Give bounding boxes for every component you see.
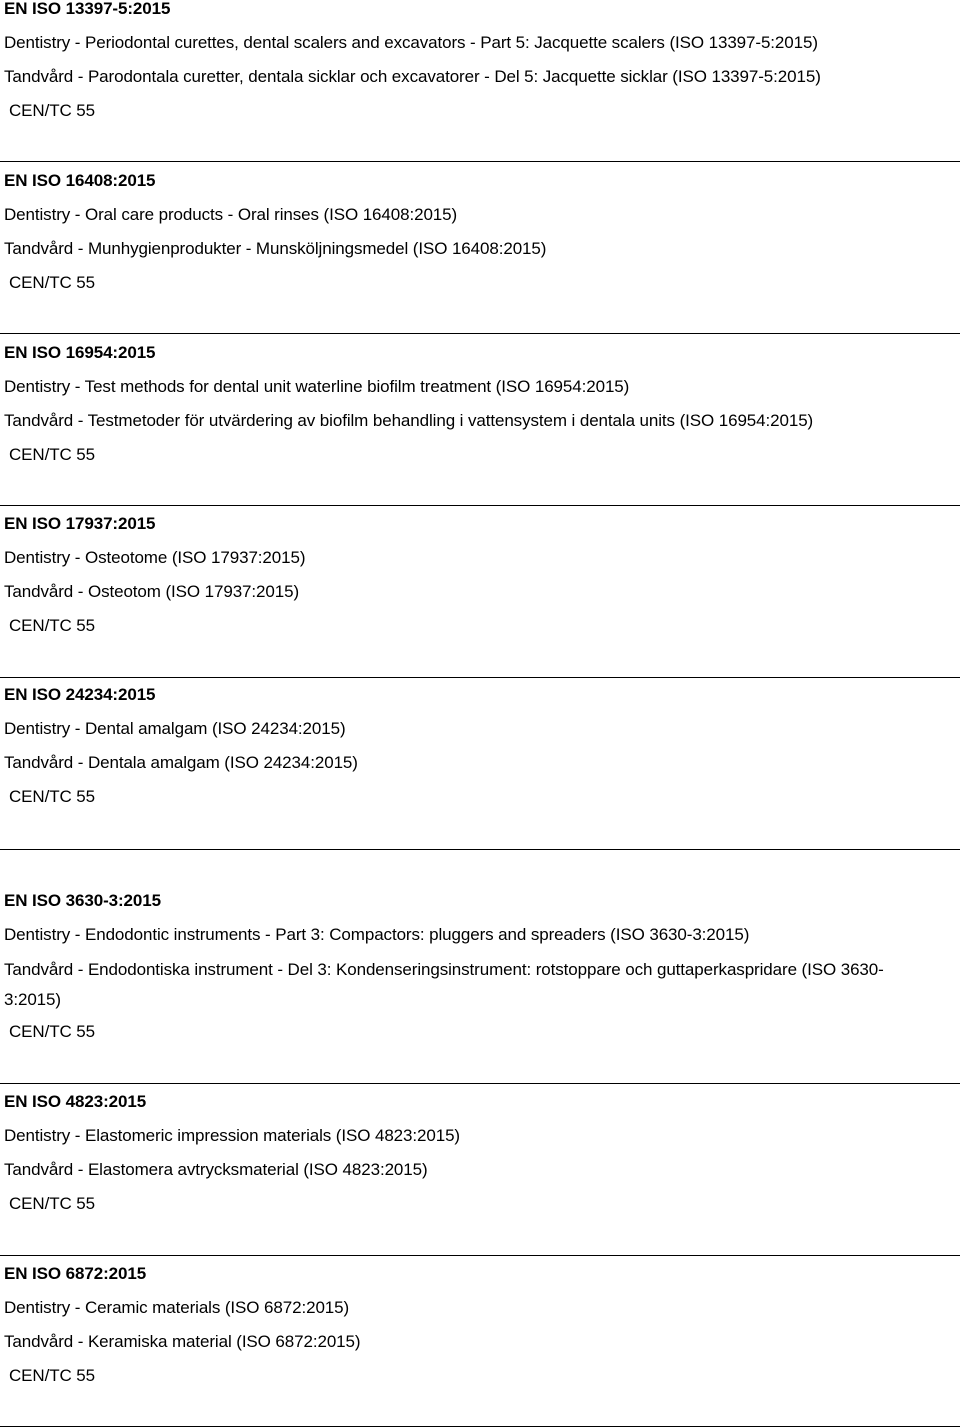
- standard-code: EN ISO 16954:2015: [4, 343, 156, 362]
- committee: CEN/TC 55: [9, 445, 96, 464]
- divider: [0, 161, 960, 162]
- divider: [0, 505, 960, 506]
- divider: [0, 1426, 960, 1427]
- standard-entry: [0, 336, 960, 472]
- english-title: Dentistry - Dental amalgam (ISO 24234:2015): [4, 719, 346, 738]
- swedish-title: Tandvård - Elastomera avtrycksmaterial (ISO 4823:2015): [4, 1160, 428, 1179]
- english-title: Dentistry - Ceramic materials (ISO 6872:2015): [4, 1298, 350, 1317]
- committee: CEN/TC 55: [9, 616, 96, 635]
- standard-entry: [0, 507, 960, 643]
- english-title: Dentistry - Elastomeric impression materials (ISO 4823:2015): [4, 1126, 460, 1145]
- swedish-title: Tandvård - Testmetoder för utvärdering av biofilm behandling i vattensystem i dentala units (ISO 16954:2015): [4, 411, 814, 430]
- english-title: Dentistry - Endodontic instruments - Part 3: Compactors: pluggers and spreaders (ISO 3630-3:2015): [4, 925, 750, 944]
- divider: [0, 1083, 960, 1084]
- committee: CEN/TC 55: [9, 273, 96, 292]
- divider: [0, 849, 960, 850]
- standard-code: EN ISO 4823:2015: [4, 1092, 147, 1111]
- swedish-title: Tandvård - Munhygienprodukter - Munsköljningsmedel (ISO 16408:2015): [4, 239, 547, 258]
- swedish-title: Tandvård - Dentala amalgam (ISO 24234:2015): [4, 753, 358, 772]
- swedish-title: Tandvård - Osteotom (ISO 17937:2015): [4, 582, 300, 601]
- standard-code: EN ISO 6872:2015: [4, 1264, 147, 1283]
- standard-entry: [0, 164, 960, 300]
- english-title: Dentistry - Osteotome (ISO 17937:2015): [4, 548, 306, 567]
- standard-entry: [0, 678, 960, 814]
- standard-code: EN ISO 24234:2015: [4, 685, 156, 704]
- swedish-title: Tandvård - Keramiska material (ISO 6872:2015): [4, 1332, 361, 1351]
- standard-entry: [0, 0, 960, 128]
- committee: CEN/TC 55: [9, 1022, 96, 1041]
- standard-code: EN ISO 3630-3:2015: [4, 891, 161, 910]
- divider: [0, 1255, 960, 1256]
- standard-entry: [0, 1257, 960, 1393]
- standard-code: EN ISO 16408:2015: [4, 171, 156, 190]
- swedish-title: Tandvård - Parodontala curetter, dentala sicklar och excavatorer - Del 5: Jacquette sicklar (ISO 13397-5:2015): [4, 67, 821, 86]
- english-title: Dentistry - Periodontal curettes, dental scalers and excavators - Part 5: Jacquette scalers (ISO 13397-5:2015): [4, 33, 818, 52]
- standard-code: EN ISO 13397-5:2015: [4, 0, 171, 18]
- swedish-title: Tandvård - Endodontiska instrument - Del 3: Kondenseringsinstrument: rotstoppare och guttaperkaspridare (ISO 3630-3:2015): [4, 960, 884, 1009]
- standard-code: EN ISO 17937:2015: [4, 514, 156, 533]
- standard-entry: [0, 1085, 960, 1221]
- english-title: Dentistry - Test methods for dental unit waterline biofilm treatment (ISO 16954:2015): [4, 377, 630, 396]
- committee: CEN/TC 55: [9, 101, 96, 120]
- committee: CEN/TC 55: [9, 1194, 96, 1213]
- divider: [0, 333, 960, 334]
- committee: CEN/TC 55: [9, 787, 96, 806]
- committee: CEN/TC 55: [9, 1366, 96, 1385]
- english-title: Dentistry - Oral care products - Oral rinses (ISO 16408:2015): [4, 205, 458, 224]
- standard-entry: [0, 884, 960, 1049]
